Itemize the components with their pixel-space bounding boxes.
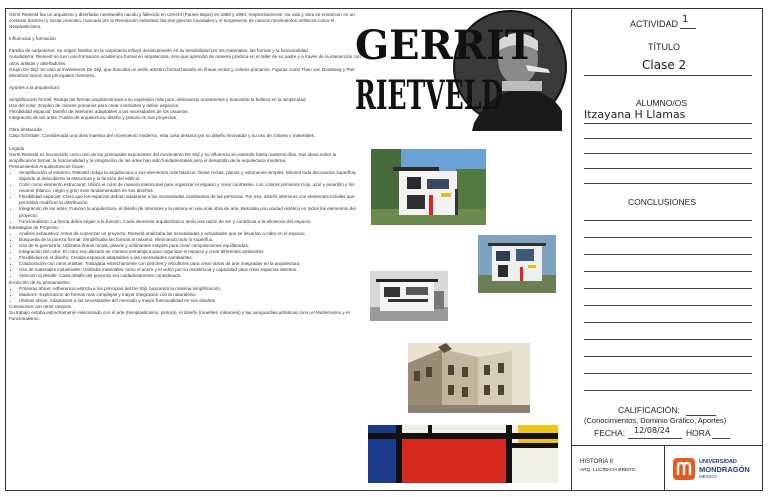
conclusiones-label: CONCLUSIONES (628, 197, 697, 207)
alumno-value: Itzayana H Llamas (584, 108, 686, 121)
evolucion-item: • Primeras obras: Adherencia estricta a los principios del De Stijl, buscando la máxima simplificación. (19, 286, 361, 292)
logo-text-mondragon: MONDRAGÓN (699, 465, 750, 474)
pensamientos-item: • Funcionalismo: La forma debía seguir a la función. Cada elemento arquitectónico tenía una razón de ser y contribuía a la eficiencia del espacio. (19, 219, 361, 225)
photo-street-corner (408, 343, 530, 413)
formacion-item: Autodidacta: Rietveld no tuvo una formación académica formal en arquitectura, sino que aprendió de manera práctica en el taller de su padre y a través de la interacción con otros artistas y diseñadores. (9, 54, 361, 66)
actividad-underline (680, 28, 696, 29)
conclusiones-line (584, 220, 752, 221)
alumno-line (584, 153, 752, 154)
course-name: HISTORIA II (580, 459, 613, 465)
pensamientos-item: • Color como elemento estructural: Utilizó el color de manera intencional para organizar el espacio y crear contrastes. Los colores primarios (rojo, azul y amarillo) y los neutros (blanco, negro y gris) eran fundamentales en sus diseños. (19, 182, 361, 194)
conclusiones-line (584, 271, 752, 272)
alumno-label: ALUMNO/OS (636, 98, 688, 108)
estrategias-item: • Búsqueda de la pureza formal: Simplificaba las formas al máximo, eliminando todo lo superfluo. (19, 237, 361, 243)
actividad-label: ACTIVIDAD (630, 19, 679, 29)
footer-separator (572, 445, 763, 446)
alumno-line (584, 183, 752, 184)
fecha-label: FECHA: (594, 428, 626, 438)
obra-paragraph: Casa Schröder: Considerada una obra maestra del movimiento moderno, esta casa destaca por su diseño innovador y su uso de colores y materiales. (9, 133, 316, 139)
essay-text (9, 12, 361, 488)
formacion-item: Familia de carpinteros: Su origen familiar en la carpintería influyó decisivamente en su sensibilidad por los materiales, las formas y la funcionalidad. (9, 48, 310, 54)
heading-formacion: Influencias y formación (9, 36, 56, 42)
estrategias-item: • Uso de materiales industriales: Utilizaba materiales como el acero y el vidrio por su resistencia y capacidad para crear espacios abiertos. (19, 267, 361, 273)
pensamientos-item: • Flexibilidad espacial: Creía que los espacios debían adaptarse a las necesidades cambiantes de las personas. Por eso, diseñó interiores con elementos móviles que permitían modificar la distribución. (19, 194, 361, 206)
heading-estrategias: Estrategias de Proyecto: (9, 224, 60, 230)
conexiones-paragraph: Su trabajo estaba estrechamente relacionado con el arte (Neoplasticismo, pintura), el diseño (muebles, interiores) y las vanguardias artísticas como el Modernismo y el Funcionalismo. (9, 310, 350, 322)
estrategias-item: • Flexibilidad en el diseño: Creaba espacios adaptables a las necesidades cambiantes. (19, 255, 361, 261)
fecha-value: 12/08/24 (634, 426, 670, 435)
formacion-item: Grupo De Stijl: Se unió al movimiento De Stijl, que buscaba un estilo artístico formal basado en líneas rectas y colores primarios. Figuras como Theo van Doesburg y Piet Mondrian fueron sus principales mentores. (9, 66, 355, 78)
aportes-item: Flexibilidad espacial: Diseño de interiores adaptables a las necesidades de los usuarios. (9, 109, 189, 115)
photo-model-view (478, 235, 556, 293)
footer-divider (664, 445, 665, 491)
logo-text-universidad: UNIVERSIDAD (699, 459, 737, 465)
titulo-value: Clase 2 (642, 58, 687, 72)
alumno-line (584, 123, 752, 124)
logo-text-mexico: MÉXICO (699, 474, 717, 479)
photo-schroder-house (371, 149, 486, 225)
calificacion-subtitle: (Conocimientos, Dominio Gráfico, Aportes) (584, 416, 727, 425)
aportes-item: Simplificación formal: Redujo las formas arquitectónicas a su expresión más pura, eliminando ornamentos y buscando la belleza en la simplicidad. (9, 96, 307, 102)
conclusiones-line (584, 288, 752, 289)
mondrian-composition (368, 425, 558, 483)
estrategias-item: • Colaboración con otros artistas: Trabajaba estrechamente con pintores y escultores para crear obras de arte integradas en la arquitectura. (19, 261, 361, 267)
estrategias-item: • Integración del color: El color era utilizado de manera estratégica para organizar el espacio y crear diferentes ambientes. (19, 249, 361, 255)
heading-obra: Obra destacada (9, 127, 42, 133)
estrategias-item: • Análisis exhaustivo: Antes de comenzar un proyecto, Rietveld analizaba las necesidades y actividades que se llevarían a cabo en el espacio. (19, 231, 361, 237)
alumno-line (584, 168, 752, 169)
conclusiones-line (584, 237, 752, 238)
heading-conexiones: Conexiones con otros campos: (9, 303, 73, 309)
conclusiones-line (584, 322, 752, 323)
teacher-name: ARQ. LUCRECIA BRERO (580, 468, 636, 473)
conclusiones-line (584, 373, 752, 374)
alumno-line (584, 138, 752, 139)
titulo-label: TÍTULO (648, 42, 681, 52)
legado-paragraph: Gerrit Rietveld es reconocido como uno de los principales exponentes del movimiento De Stijl y su influencia se extiende hasta nuestros días. Sus ideas sobre la simplificación formal, la funcionalidad y la integración de las artes han sido fundamentales para el desarrollo de la arquitectura moderna. (9, 151, 337, 163)
pensamientos-item: • Simplificación al extremo: Rietveld redujo la arquitectura a sus elementos más básicos: líneas rectas, planos y volúmenes simples. Eliminó toda decoración superflua, dejando al descubierto la estructura y la función del edificio. (19, 170, 361, 182)
conclusiones-line (584, 356, 752, 357)
intro-paragraph: Gerrit Rietveld fue un arquitecto y diseñador neerlandés nacido y fallecido en Utrecht (Países Bajos) en 1888 y 1964, respectivamente. Su vida y obra se enmarcan en un contexto histórico y social convulso, marcado por la Revolución Industrial, las dos guerras mundiales y el surgimiento de nuevos movimientos artísticos como el Neoplasticismo. (9, 12, 355, 30)
photo-bw-house (370, 271, 448, 321)
banner-title-line1: GERRIT (355, 22, 535, 69)
conclusiones-line (584, 339, 752, 340)
estrategias-item: • Atención al detalle: Cada detalle del proyecto era cuidadosamente considerado. (19, 273, 361, 279)
titulo-line (584, 75, 752, 76)
heading-legado: Legado (9, 145, 25, 151)
hora-underline (712, 438, 730, 439)
actividad-value: 1 (682, 14, 689, 25)
pensamientos-item: • Integración de las artes: Fusionó la arquitectura, el diseño de interiores y la pintura en una sola obra de arte. Buscaba una unidad estética en todos los elementos del proyecto. (19, 206, 361, 218)
evolucion-item: • Últimas obras: Adaptación a las necesidades del mercado y mayor funcionalidad en sus diseños. (19, 298, 361, 304)
evolucion-list (9, 286, 361, 304)
estrategias-item: • Uso de la geometría: Utilizaba líneas rectas, planos y volúmenes simples para crear composiciones equilibradas. (19, 243, 361, 249)
heading-evolucion: Evolución de su pensamiento: (9, 279, 71, 285)
heading-pensamientos: Pensamientos Arquitectónicos Clave: (9, 163, 85, 169)
fecha-underline (628, 438, 682, 439)
estrategias-list (9, 231, 361, 280)
conclusiones-line (584, 254, 752, 255)
heading-aportes: Aportes a la arquitectura (9, 84, 60, 90)
calificacion-label: CALIFICACIÓN: (618, 405, 680, 415)
conclusiones-line (584, 390, 752, 391)
mondrian-red-block (402, 439, 506, 483)
conclusiones-line (584, 305, 752, 306)
evolucion-item: • Madurez: Exploración de formas más complejas y mayor integración con la naturaleza. (19, 292, 361, 298)
banner-graphic (352, 11, 564, 131)
title-banner (352, 11, 564, 131)
info-panel (572, 8, 763, 491)
pensamientos-list (9, 170, 361, 225)
hora-label: HORA (686, 428, 711, 438)
university-logo-icon (672, 457, 696, 481)
aportes-item: Uso del color: Empleo de colores primarios para crear contrastes y definir espacios. (9, 103, 180, 109)
aportes-item: Integración de las artes: Fusión de arquitectura, diseño y pintura en sus proyectos. (9, 115, 178, 121)
banner-title-line2: RIETVELD (355, 72, 503, 119)
